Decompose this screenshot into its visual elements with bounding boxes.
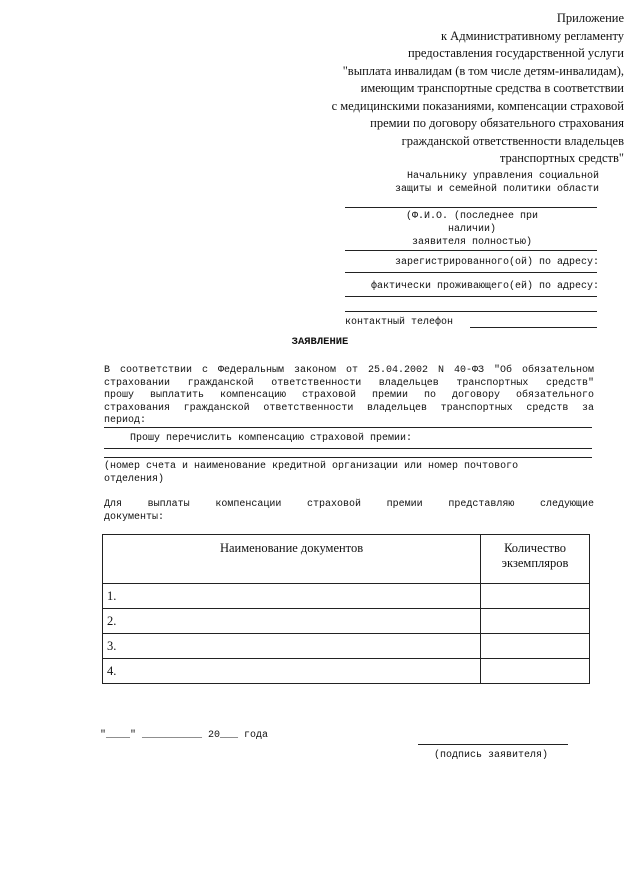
statement-paragraph bbox=[104, 365, 594, 428]
quantity-cell[interactable] bbox=[481, 609, 590, 634]
documents-paragraph bbox=[104, 499, 594, 524]
appendix-header bbox=[204, 10, 624, 168]
appendix-line: с медицинскими показаниями, компенсации страховой bbox=[331, 98, 624, 113]
registered-label: зарегистрированного(ой) по адресу: bbox=[394, 257, 599, 268]
row-number[interactable]: 4. bbox=[103, 659, 481, 684]
appendix-line: гражданской ответственности владельцев bbox=[401, 133, 624, 148]
addressee bbox=[345, 170, 599, 196]
appendix-line: предоставления государственной услуги bbox=[407, 46, 624, 60]
quantity-header-line-2: экземпляров bbox=[501, 556, 569, 570]
row-number[interactable]: 1. bbox=[103, 584, 481, 609]
transfer-request: Прошу перечислить компенсацию страховой премии: bbox=[130, 433, 413, 444]
quantity-cell[interactable] bbox=[481, 634, 590, 659]
column-header-name: Наименование документов bbox=[103, 535, 481, 584]
account-line-2[interactable] bbox=[104, 457, 592, 458]
phone-label: контактный телефон bbox=[345, 317, 454, 328]
appendix-line: имеющим транспортные средства в соответствии bbox=[360, 81, 624, 95]
row-number[interactable]: 2. bbox=[103, 609, 481, 634]
paragraph-row: страховании гражданской ответственности владельцев транспортных средств" bbox=[104, 377, 594, 389]
table-row bbox=[103, 659, 590, 684]
column-header-quantity bbox=[481, 535, 590, 584]
table-row bbox=[103, 609, 590, 634]
addressee-line-1: Начальнику управления социальной bbox=[406, 171, 599, 182]
fio-note bbox=[345, 210, 599, 249]
signature-line[interactable] bbox=[418, 744, 568, 745]
phone-line[interactable] bbox=[470, 327, 597, 328]
quantity-cell[interactable] bbox=[481, 659, 590, 684]
appendix-line: транспортных средств" bbox=[499, 151, 624, 165]
quantity-cell[interactable] bbox=[481, 584, 590, 609]
statement-title: ЗАЯВЛЕНИЕ bbox=[291, 336, 349, 348]
period-line[interactable] bbox=[104, 427, 592, 428]
appendix-line: к Административному регламенту bbox=[440, 28, 624, 43]
fio-note-1: (Ф.И.О. (последнее при bbox=[405, 211, 539, 222]
addressee-line-2: защиты и семейной политики области bbox=[394, 184, 599, 195]
paragraph-row: документы: bbox=[104, 511, 165, 523]
table-header-row bbox=[103, 535, 590, 584]
account-note-2: отделения) bbox=[104, 473, 165, 485]
fio-line[interactable] bbox=[345, 207, 597, 208]
appendix-line: Приложение bbox=[556, 11, 624, 25]
table-row bbox=[103, 634, 590, 659]
paragraph-row: прошу выплатить компенсацию страховой премии по договору обязательного bbox=[104, 390, 594, 401]
registered-address-line[interactable] bbox=[345, 272, 597, 273]
actual-address-line-2[interactable] bbox=[345, 311, 597, 312]
paragraph-row: В соответствии с Федеральным законом от 25.04.2002 N 40-ФЗ "Об обязательном bbox=[104, 365, 594, 376]
paragraph-row: страхования гражданской ответственности владельцев транспортных средств за bbox=[104, 402, 594, 414]
account-line[interactable] bbox=[104, 448, 592, 449]
documents-table bbox=[102, 534, 590, 684]
paragraph-row: период: bbox=[104, 415, 147, 426]
fio-line-2[interactable] bbox=[345, 250, 597, 251]
table-row bbox=[103, 584, 590, 609]
quantity-header-line-1: Количество bbox=[504, 541, 567, 555]
paragraph-row: Для выплаты компенсации страховой премии представляю следующие bbox=[104, 499, 594, 510]
actual-address-line[interactable] bbox=[345, 296, 597, 297]
fio-note-3: заявителя полностью) bbox=[411, 237, 533, 248]
fio-note-2: наличии) bbox=[447, 224, 496, 235]
signature-caption: (подпись заявителя) bbox=[434, 750, 549, 761]
account-note bbox=[104, 461, 592, 486]
row-number[interactable]: 3. bbox=[103, 634, 481, 659]
account-note-1: (номер счета и наименование кредитной организации или номер почтового bbox=[104, 461, 519, 472]
date-field[interactable]: "____" __________ 20___ года bbox=[100, 730, 269, 741]
actual-label: фактически проживающего(ей) по адресу: bbox=[370, 281, 599, 292]
appendix-line: премии по договору обязательного страхования bbox=[370, 116, 624, 130]
appendix-line: "выплата инвалидам (в том числе детям-инвалидам), bbox=[342, 63, 624, 78]
